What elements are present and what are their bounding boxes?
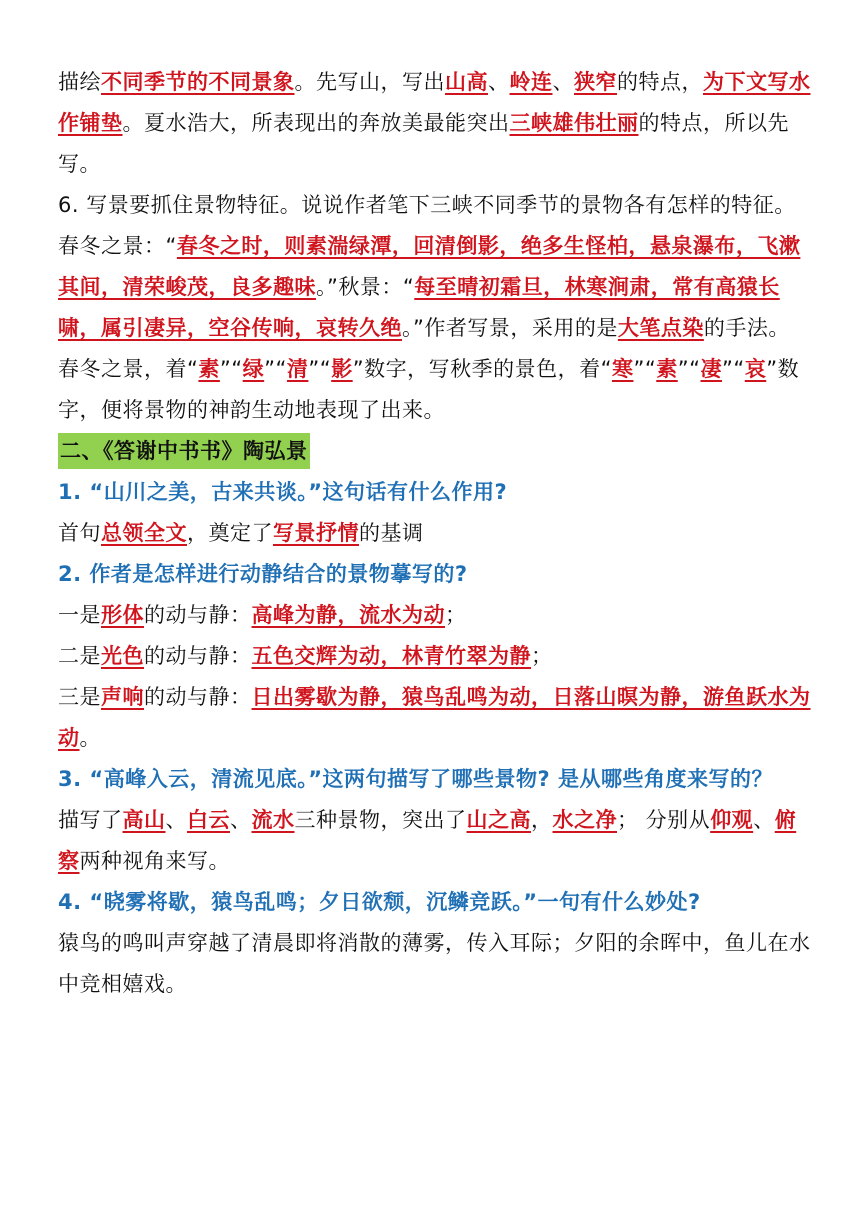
text-run: 春冬之景，着“: [58, 357, 199, 381]
key-phrase: 三峡雄伟壮丽: [509, 111, 639, 135]
key-phrase: 狭窄: [574, 70, 617, 94]
text-run: ； 分别从: [617, 808, 711, 832]
question-heading: [58, 554, 812, 595]
key-phrase: 影: [331, 357, 353, 381]
answer-paragraph: [58, 226, 812, 349]
text-run: 的基调: [359, 521, 424, 545]
key-phrase: 哀: [744, 357, 767, 381]
text-run: 。: [79, 726, 101, 750]
text-run: 的动与静：: [144, 685, 252, 709]
text-run: 首句: [58, 521, 101, 545]
text-run: ”数字，写秋季的景色，着“: [352, 357, 612, 381]
text-run: 的动与静：: [144, 644, 252, 668]
text-run: ；: [531, 644, 553, 668]
key-phrase: 高山: [122, 808, 166, 832]
document-body: [58, 62, 812, 1005]
text-run: 4. “晓雾将歇，猿鸟乱鸣；夕日欲颓，沉鳞竞跃。”一句有什么妙处?: [58, 890, 701, 914]
text-run: 2. 作者是怎样进行动静结合的景物摹写的?: [58, 562, 468, 586]
text-run: 三是: [58, 685, 101, 709]
text-run: 二、《答谢中书书》陶弘景: [60, 439, 308, 463]
text-run: ”“: [677, 357, 701, 381]
text-run: 的动与静：: [144, 603, 252, 627]
key-phrase: 每至晴初霜旦，林寒涧肃，常有高猿长啸，属引凄异，空谷传响，哀转久绝: [58, 275, 780, 340]
key-phrase: 清: [286, 357, 309, 381]
text-run: ”“: [264, 357, 287, 381]
key-phrase: 不同季节的不同景象: [101, 70, 295, 94]
key-phrase: 俯察: [58, 808, 797, 873]
key-phrase: 声响: [101, 685, 144, 709]
text-run: 、: [753, 808, 775, 832]
key-phrase: 为下文写水作铺垫: [58, 70, 811, 135]
text-run: ，奠定了: [187, 521, 273, 545]
key-phrase: 凄: [700, 357, 722, 381]
answer-paragraph: [58, 636, 812, 677]
text-run: 描绘: [58, 70, 101, 94]
key-phrase: 光色: [101, 644, 144, 668]
text-run: 的特点，所以先写。: [58, 111, 789, 176]
key-phrase: 寒: [611, 357, 634, 381]
text-run: 猿鸟的鸣叫声穿越了清晨即将消散的薄雾，传入耳际；夕阳的余晖中，鱼儿在水中竞相嬉戏。: [58, 931, 811, 996]
key-phrase: 春冬之时，则素湍绿潭，回清倒影，绝多生怪柏，悬泉瀑布，飞漱其间，清荣峻茂，良多趣味: [58, 234, 801, 299]
text-run: 的特点，: [617, 70, 703, 94]
text-run: 春冬之景：“: [58, 234, 177, 258]
answer-paragraph: [58, 595, 812, 636]
text-run: 。”作者写景，采用的是: [402, 316, 618, 340]
key-phrase: 绿: [242, 357, 265, 381]
key-phrase: 素: [656, 357, 678, 381]
text-run: ”“: [219, 357, 243, 381]
answer-paragraph: [58, 185, 812, 226]
key-phrase: 大笔点染: [617, 316, 704, 340]
text-run: ”“: [308, 357, 332, 381]
key-phrase: 高峰为静，流水为动: [251, 603, 445, 627]
key-phrase: 五色交辉为动，林青竹翠为静: [251, 644, 531, 668]
key-phrase: 山高: [445, 70, 488, 94]
text-run: ，: [531, 808, 553, 832]
text-run: 。夏水浩大，所表现出的奔放美最能突出: [122, 111, 510, 135]
key-phrase: 总领全文: [101, 521, 187, 545]
key-phrase: 水之净: [552, 808, 617, 832]
text-run: 3. “高峰入云，清流见底。”这两句描写了哪些景物? 是从哪些角度来写的？: [58, 767, 773, 791]
key-phrase: 日出雾歇为静，猿鸟乱鸣为动，日落山暝为静，游鱼跃水为动: [58, 685, 811, 750]
text-run: 两种视角来写。: [79, 849, 230, 873]
key-phrase: 白云: [187, 808, 230, 832]
text-run: ”“: [633, 357, 657, 381]
text-run: 。先写山，写出: [294, 70, 445, 94]
text-run: 二是: [58, 644, 101, 668]
text-run: 。”秋景：“: [316, 275, 415, 299]
text-run: 一是: [58, 603, 101, 627]
key-phrase: 山之高: [466, 808, 531, 832]
answer-paragraph: [58, 513, 812, 554]
section-heading: [58, 431, 812, 472]
question-heading: [58, 882, 812, 923]
text-run: ”数字，便将景物的神韵生动地表现了出来。: [58, 357, 800, 422]
text-run: 、: [552, 70, 574, 94]
text-run: 、: [488, 70, 510, 94]
text-run: 6. 写景要抓住景物特征。说说作者笔下三峡不同季节的景物各有怎样的特征。: [58, 193, 796, 217]
key-phrase: 仰观: [710, 808, 754, 832]
text-run: ；: [445, 603, 467, 627]
answer-paragraph: [58, 923, 812, 1005]
key-phrase: 岭连: [509, 70, 553, 94]
answer-paragraph: [58, 800, 812, 882]
text-run: 三种景物，突出了: [294, 808, 467, 832]
text-run: 、: [165, 808, 187, 832]
answer-paragraph: [58, 349, 812, 431]
text-run: 描写了: [58, 808, 123, 832]
text-run: 1. “山川之美，古来共谈。”这句话有什么作用?: [58, 480, 508, 504]
text-run: 的手法。: [703, 316, 790, 340]
text-run: ”“: [721, 357, 745, 381]
answer-paragraph: [58, 677, 812, 759]
key-phrase: 写景抒情: [273, 521, 359, 545]
section-title-highlight: [58, 433, 310, 469]
key-phrase: 形体: [101, 603, 144, 627]
question-heading: [58, 759, 812, 800]
key-phrase: 流水: [251, 808, 295, 832]
key-phrase: 素: [198, 357, 220, 381]
text-run: 、: [230, 808, 252, 832]
answer-paragraph: [58, 62, 812, 185]
question-heading: [58, 472, 812, 513]
